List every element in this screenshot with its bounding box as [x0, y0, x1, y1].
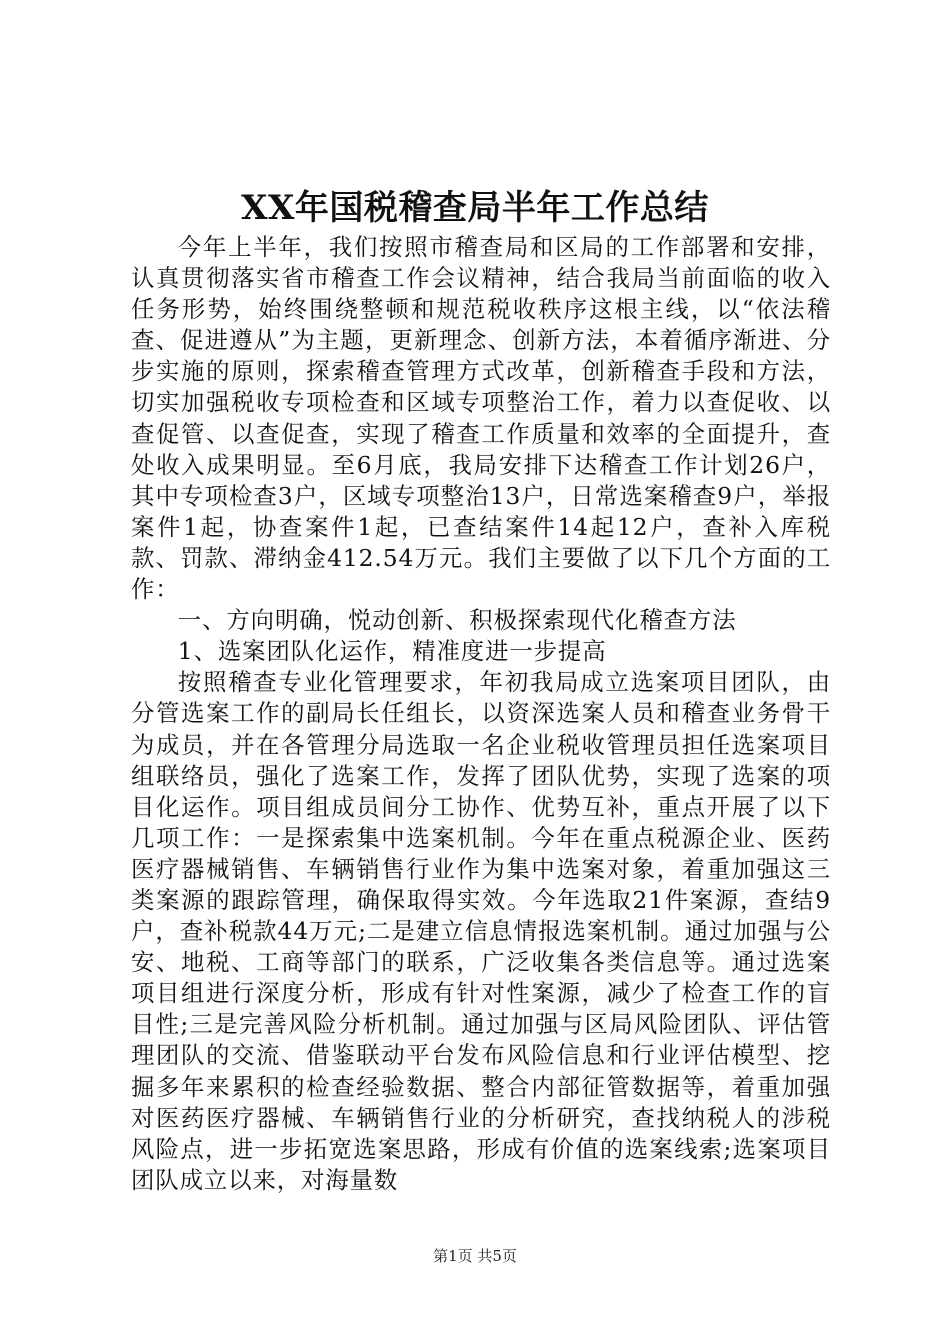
document-title: XX年国税稽查局半年工作总结 [241, 188, 709, 228]
document-body [131, 232, 831, 1196]
paragraph-intro: 今年上半年，我们按照市稽查局和区局的工作部署和安排，认真贯彻落实省市稽查工作会议精神，结合我局当前面临的收入任务形势，始终围绕整顿和规范税收秩序这根主线，以“依法稽查、促进遵从”为主题，更新理念、创新方法，本着循序渐进、分步实施的原则，探索稽查管理方式改革，创新稽查手段和方法，切实加强税收专项检查和区域专项整治工作，着力以查促收、以查促管、以查促查，实现了稽查工作质量和效率的全面提升，查处收入成果明显。至6月底，我局安排下达稽查工作计划26户，其中专项检查3户，区域专项整治13户，日常选案稽查9户，举报案件1起，协查案件1起，已查结案件14起12户，查补入库税款、罚款、滞纳金412.54万元。我们主要做了以下几个方面的工作： [131, 233, 831, 604]
section-heading: 一、方向明确，悦动创新、积极探索现代化稽查方法 [177, 606, 737, 635]
subsection-heading: 1、选案团队化运作，精准度进一步提高 [177, 637, 607, 666]
paragraph-body: 按照稽查专业化管理要求，年初我局成立选案项目团队，由分管选案工作的副局长任组长，以资深选案人员和稽查业务骨干为成员，并在各管理分局选取一名企业税收管理员担任选案项目组联络员，强化了选案工作，发挥了团队优势，实现了选案的项目化运作。项目组成员间分工协作、优势互补，重点开展了以下几项工作：一是探索集中选案机制。今年在重点税源企业、医药医疗器械销售、车辆销售行业作为集中选案对象，着重加强这三类案源的跟踪管理，确保取得实效。今年选取21件案源，查结9户，查补税款44万元;二是建立信息情报选案机制。通过加强与公安、地税、工商等部门的联系，广泛收集各类信息等。通过选案项目组进行深度分析，形成有针对性案源，减少了检查工作的盲目性;三是完善风险分析机制。通过加强与区局风险团队、评估管理团队的交流、借鉴联动平台发布风险信息和行业评估模型、挖掘多年来累积的检查经验数据、整合内部征管数据等，着重加强对医药医疗器械、车辆销售行业的分析研究，查找纳税人的涉税风险点，进一步拓宽选案思路，形成有价值的选案线索;选案项目团队成立以来，对海量数 [131, 668, 831, 1194]
page-footer: 第1页 共5页 [433, 1247, 517, 1265]
